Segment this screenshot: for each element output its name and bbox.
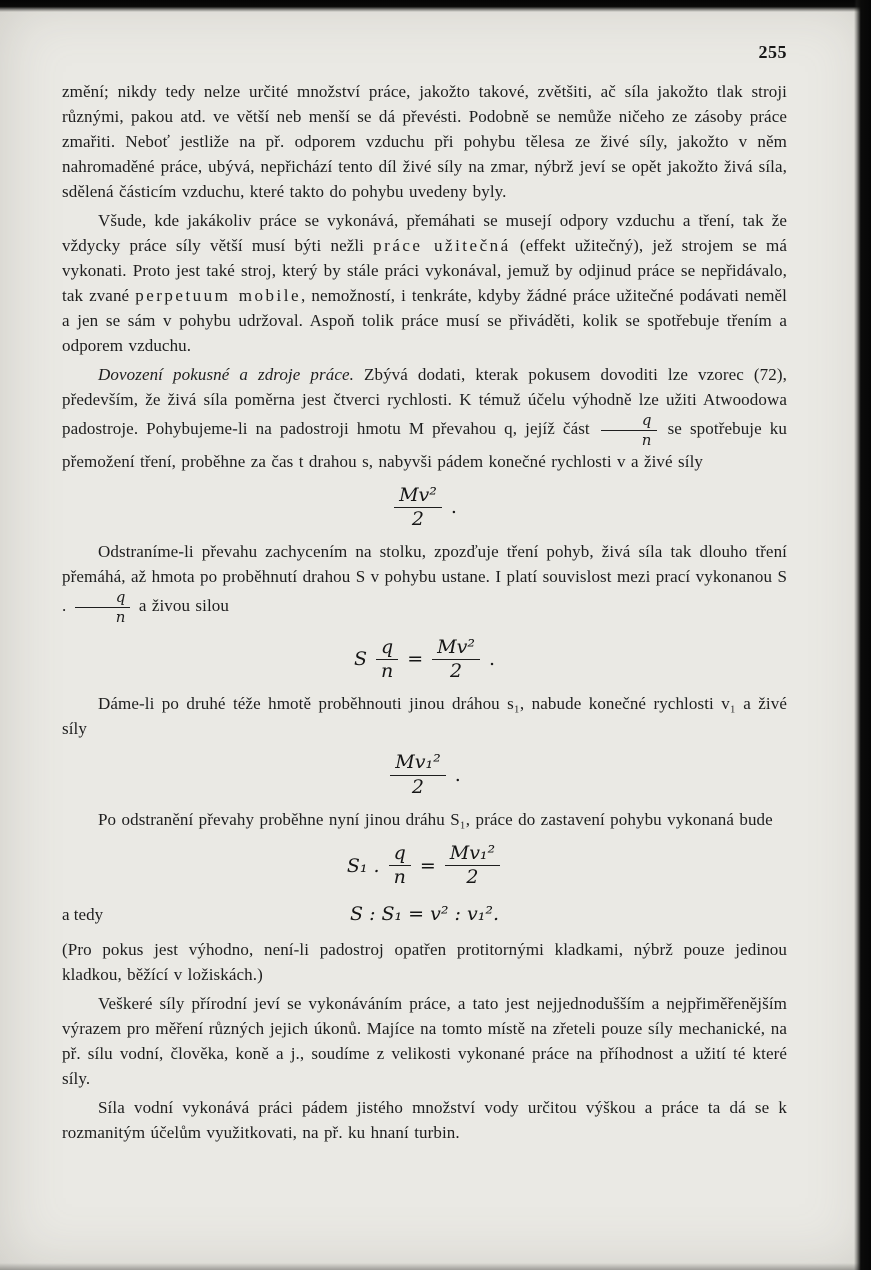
paragraph-8: (Pro pokus jest výhodno, není-li padostroj opatřen protitornými kladkami, nýbrž pouze jedinou kladkou, běžící v ložiskách.)	[62, 940, 787, 985]
fraction-denominator: 2	[450, 659, 463, 682]
paragraph-3-italic-lead: Dovození pokusné a zdroje práce.	[98, 365, 354, 384]
paragraph-4-text-2: a živou silou	[133, 596, 229, 616]
fraction-q-over-n	[75, 589, 131, 626]
fraction-denominator: n	[115, 607, 126, 626]
emphasis-prace-uzitecna: práce užitečná	[373, 236, 511, 255]
fraction-denominator: n	[381, 659, 394, 682]
fraction-numerator: q	[75, 589, 131, 608]
formula-work-equals-live-force	[62, 637, 787, 683]
paragraph-5: Dáme-li po druhé téže hmotě proběhnouti jinou dráhou s₁, nabude konečné rychlosti v₁ a živé síly	[62, 694, 787, 739]
paragraph-9: Veškeré síly přírodní jeví se vykonáváním práce, a tato jest nejjednodušším a nejpřiměřenějším výrazem pro měření různých jejich úkonů. Majíce na tomto místě na zřeteli pouze síly mechanické, na př. sílu vodní, člověka, koně a j., soudíme z velikosti vykonané práce na příhodnost a užití té které síly.	[62, 994, 787, 1089]
paragraph-4	[62, 539, 787, 626]
a-tedy-text: a tedy	[62, 905, 104, 925]
paragraph-2-text-2: (effekt užitečný), jež strojem se má vykonati. Proto jest také stroj, který by stále práci vykonával, jemuž by odjinud práce se nepřidávalo, tak zvané	[62, 236, 787, 305]
paragraph-6: Po odstranění převahy proběhne nyní jinou dráhu S₁, práce do zastavení pohybu vykonaná bude	[98, 809, 773, 829]
page-number: 255	[758, 42, 787, 62]
paragraph-10: Síla vodní vykonává práci pádem jistého množství vody určitou výškou a práce ta dá se k rozmanitým účelům využitkovati, na př. ku hnaní turbin.	[62, 1098, 787, 1143]
formula-work-1-equals-live-force-1	[62, 843, 787, 889]
equals-sign: =	[419, 854, 436, 877]
fraction-denominator: n	[393, 866, 406, 889]
paragraph-2-text-1: Všude, kde jakákoliv práce se vykonává, přemáhati se musejí odpory vzduchu a tření, tak že vždycky práce síly větší musí býti nežli	[62, 211, 787, 255]
formula-lhs-variable: S	[353, 648, 367, 671]
fraction-denominator: 2	[411, 507, 425, 530]
fraction-q-over-n	[389, 843, 411, 889]
formula-live-force-1	[62, 752, 787, 798]
paragraph-4-text-1: Odstraníme-li převahu zachycením na stolku, zpozďuje tření pohyb, živá síla tak dlouho tření přemáhá, až hmota po proběhnutí drahou S v pohybu ustane. I platí souvislost mezi prací vykonanou S .	[62, 542, 787, 616]
fraction-mv2-over-2	[394, 485, 442, 531]
fraction-numerator: q	[601, 412, 657, 431]
formula-lhs-variable: S₁ .	[346, 854, 380, 877]
fraction-denominator: 2	[466, 866, 479, 889]
a-tedy-row	[62, 897, 787, 933]
fraction-q-over-n	[376, 637, 398, 683]
formula-period: .	[454, 764, 461, 787]
fraction-numerator: q	[389, 843, 411, 866]
paragraph-3-text-1: Zbývá dodati, kterak pokusem dovoditi lze vzorec (72), především, že živá síla poměrna jest čtverci rychlosti. K témuž účelu výhodně lze užiti Atwoodowa padostroje. Pohybujeme-li na padostroji hmotu M převahou q, jejíž část	[62, 365, 787, 439]
fraction-denominator: n	[641, 430, 652, 449]
emphasis-perpetuum-mobile: perpetuum mobile	[135, 286, 302, 305]
paragraph-3-text-2: se spotřebuje ku přemožení tření, proběhne za čas t drahou s, nabyvši pádem konečné rychlosti v a živé síly	[62, 419, 787, 471]
fraction-mv1sq-over-2	[390, 752, 445, 798]
formula-live-force	[62, 485, 787, 531]
formula-period: .	[450, 496, 457, 519]
paragraph-1: změní; nikdy tedy nelze určité množství práce, jakožto takové, zvětšiti, ač síla jakožto tlak stroji různými, pakou atd. ve větší neb menší se dá převésti. Podobně se nemůže ničeho ze zásoby práce zmařiti. Neboť jestliže na př. odporem vzduchu při pohybu tělesa ze živé síly, jakožto v něm nahromaděné práce, ubývá, nepřichází tento díl živé síly na zmar, nýbrž jeví se opět jakožto živá síla, sdělená částicím vzduchu, které takto do pohybu uvedeny byly.	[62, 82, 787, 201]
fraction-numerator: Mv₁²	[445, 843, 500, 866]
fraction-numerator: Mv²	[394, 485, 442, 508]
fraction-denominator: 2	[411, 775, 425, 798]
fraction-mv1sq-over-2	[445, 843, 500, 889]
formula-ratio-of-paths	[62, 897, 787, 925]
formula-ratio-text: S : S₁ = v² : v₁².	[350, 903, 499, 926]
equals-sign: =	[407, 648, 424, 671]
fraction-numerator: Mv²	[432, 637, 480, 660]
fraction-numerator: q	[376, 637, 398, 660]
formula-period: .	[488, 648, 496, 671]
scan-edge-top	[0, 0, 871, 12]
scan-edge-right	[854, 0, 871, 1270]
fraction-q-over-n	[601, 412, 657, 449]
fraction-mv2-over-2	[432, 637, 480, 683]
paragraph-2-text-3: , nemožností, i tenkráte, kdyby žádné práce užitečné podávati neměl a jen se sám v pohybu udržoval. Aspoň tolik práce musí se přiváděti, kolik se spotřebuje třením a odporem vzduchu.	[62, 286, 787, 355]
paragraph-2	[62, 208, 787, 358]
scan-edge-bottom	[0, 1263, 871, 1270]
fraction-numerator: Mv₁²	[390, 752, 445, 775]
paragraph-3	[62, 362, 787, 474]
